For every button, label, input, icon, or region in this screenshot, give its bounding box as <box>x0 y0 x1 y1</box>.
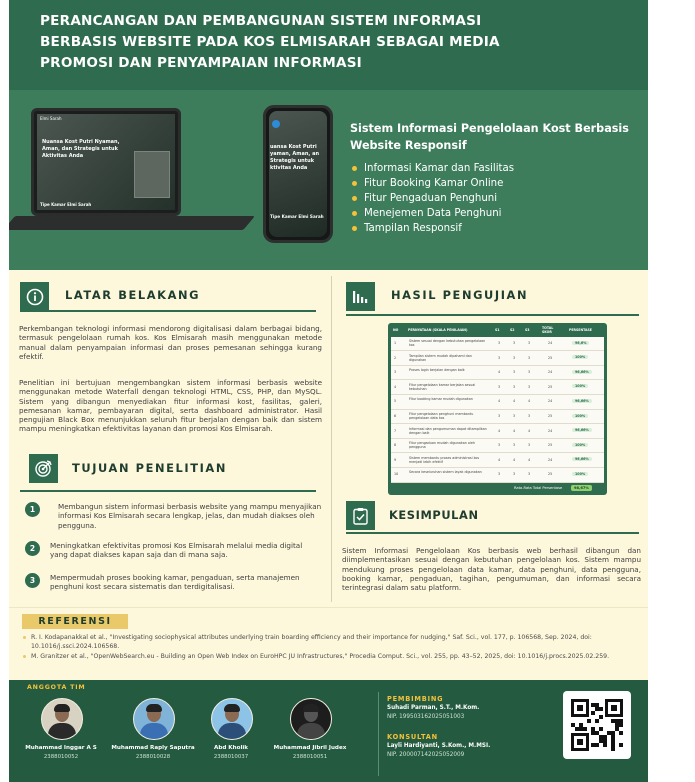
row-statement: Proses login berjalan dengan baik <box>409 368 465 373</box>
row-percentage: 100% <box>572 355 588 359</box>
goal-text: Membangun sistem informasi berbasis website yang mampu menyajikan informasi Kos Elmisarah secara lengkap, jelas, dan mudah diakses oleh pengguna. <box>58 502 322 530</box>
member-id: 2388010052 <box>43 754 79 760</box>
row-total: 25 <box>548 472 553 477</box>
table-row <box>391 381 604 395</box>
row-number: 1 <box>394 341 397 345</box>
row-statement: Sistem membantu proses administrasi kos menjadi lebih efektif <box>409 455 480 464</box>
row-score-s3: 3 <box>528 341 531 345</box>
row-statement: Fitur pengelolaan kamar berjalan sesuai kebutuhan <box>409 382 476 391</box>
row-statement: Secara keseluruhan sistem layak digunakan <box>409 470 482 475</box>
member-name: Abd Kholik <box>214 745 248 751</box>
col-header: S1 <box>495 328 500 332</box>
goal-item <box>25 502 325 532</box>
header <box>9 0 648 90</box>
row-score-s2: 4 <box>513 428 516 433</box>
feature-item: Fitur Booking Kamar Online <box>350 176 514 191</box>
row-score-s2: 3 <box>513 341 516 345</box>
row-score-s3: 4 <box>528 428 531 433</box>
row-score-s2: 4 <box>513 457 516 462</box>
row-number: 3 <box>394 370 397 375</box>
table-footer <box>388 483 607 495</box>
row-score-s1: 3 <box>498 341 501 345</box>
laptop-logo: Elmi Sarah <box>40 116 62 121</box>
pembimbing-label: PEMBIMBING <box>387 695 444 703</box>
average-label: Rata-Rata Total Persentase <box>514 486 563 490</box>
table-row <box>391 366 604 380</box>
member-name: Muhammad Raply Saputra <box>111 745 195 751</box>
table-row <box>391 337 604 351</box>
avatar <box>290 698 332 740</box>
row-number: 8 <box>394 443 397 448</box>
goal-item <box>25 541 325 563</box>
row-score-s1: 4 <box>498 370 501 375</box>
row-percentage: 96,66% <box>572 370 592 374</box>
table-header <box>388 323 607 337</box>
row-total: 24 <box>548 370 553 375</box>
reference-item: R. I. Kodapanakkal et al., "Investigating sociophysical attributes underlying train boarding efficiency and their importance for nudging," Saf. Sci., vol. 177, p. 106568, Sep. 2024, doi: 10.1016/j.ssci.2024.106568. <box>23 633 631 651</box>
row-percentage: 100% <box>572 384 588 388</box>
member-name: Muhammad Inggar A S <box>25 745 97 751</box>
row-total: 24 <box>548 399 553 404</box>
row-total: 24 <box>548 428 553 433</box>
row-score-s3: 3 <box>528 472 531 477</box>
avatar <box>211 698 253 740</box>
footer <box>9 680 648 782</box>
row-score-s2: 3 <box>513 414 516 418</box>
row-percentage: 96,66% <box>572 428 592 432</box>
konsultan-nip: NIP. 200007142025052009 <box>387 752 465 758</box>
row-statement: Fitur pengelolaan penghuni membantu pengelolaan data kos <box>409 412 474 420</box>
laptop-base <box>9 216 255 230</box>
goal-item <box>25 573 325 595</box>
row-statement: Tampilan sistem mudah dipahami dan digunakan <box>409 353 472 362</box>
column-divider <box>331 276 332 602</box>
row-number: 10 <box>394 472 399 477</box>
pembimbing-nip: NIP. 199503162025051003 <box>387 714 465 720</box>
col-header: PERNYATAAN (SKALA PENILAIAN) <box>408 328 468 332</box>
goal-number: 3 <box>25 573 40 588</box>
col-header: NO <box>393 328 399 332</box>
row-total: 25 <box>548 414 553 418</box>
row-score-s3: 4 <box>528 399 531 404</box>
row-total: 25 <box>548 355 553 360</box>
phone-headline: uansa Kost Putri yaman, Aman, an Strategis untuk ktivitas Anda <box>270 144 320 171</box>
feature-item: Fitur Pengaduan Penghuni <box>350 191 514 206</box>
goal-number: 2 <box>25 541 40 556</box>
table-row <box>391 439 604 453</box>
kesimpulan-text: Sistem Informasi Pengelolaan Kos berbasis web berhasil dibangun dan diimplementasikan sesuai dengan kebutuhan pengelolaan kos. Sistem mampu mendukung proses pengelolaan data kamar, data penghuni, data pengguna, booking kamar, pengaduan, tagihan, pengumuman, dan informasi secara terintegrasi dalam satu platform. <box>342 546 641 593</box>
row-score-s1: 3 <box>498 472 501 477</box>
goal-number: 1 <box>25 502 40 517</box>
row-statement: Informasi dan pengumuman dapat ditampilkan dengan baik <box>409 426 487 435</box>
row-score-s2: 3 <box>513 472 516 477</box>
laptop-mockup <box>31 108 181 216</box>
row-score-s3: 3 <box>528 443 531 448</box>
phone-caption: Tipe Kamar Elmi Sarah <box>270 214 324 219</box>
info-icon <box>20 282 49 311</box>
laptop-caption: Tipe Kamar Elmi Sarah <box>40 202 92 207</box>
table-row <box>391 425 604 439</box>
row-score-s3: 3 <box>528 355 531 360</box>
hasil-title: HASIL PENGUJIAN <box>391 288 529 302</box>
goal-text: Meningkatkan efektivitas promosi Kos Elmisarah melalui media digital yang dapat diakses kapan saja dan di mana saja. <box>50 541 303 560</box>
row-score-s1: 3 <box>498 414 501 418</box>
row-number: 7 <box>394 428 397 433</box>
row-statement: Sistem sesuai dengan kebutuhan pengelolaan kos <box>409 339 486 347</box>
col-header: TOTAL SKOR <box>542 326 554 334</box>
row-number: 4 <box>394 384 397 389</box>
hero-subtitle: Sistem Informasi Pengelolaan Kost Berbasis Website Responsif <box>350 122 629 152</box>
row-score-s3: 3 <box>528 384 531 389</box>
kesimpulan-rule <box>346 532 639 534</box>
row-score-s1: 4 <box>498 428 501 433</box>
avatar <box>133 698 175 740</box>
kesimpulan-title: KESIMPULAN <box>389 508 479 522</box>
referensi-title: REFERENSI <box>22 614 128 629</box>
average-value: 98,67% <box>571 485 592 491</box>
row-score-s2: 3 <box>513 443 516 448</box>
row-score-s1: 4 <box>498 457 501 462</box>
row-score-s1: 3 <box>498 443 501 448</box>
row-number: 5 <box>394 399 397 404</box>
col-header: S3 <box>525 328 530 332</box>
row-number: 2 <box>394 355 397 360</box>
pembimbing-name: Suhadi Parman, S.T., M.Kom. <box>387 705 480 711</box>
row-percentage: 96,6% <box>572 341 589 345</box>
member-id: 2388010028 <box>135 754 171 760</box>
row-score-s2: 3 <box>513 370 516 375</box>
latar-title: LATAR BELAKANG <box>65 288 201 302</box>
row-score-s3: 3 <box>528 370 531 375</box>
table-row <box>391 410 604 424</box>
row-percentage: 100% <box>572 443 588 447</box>
row-score-s3: 4 <box>528 457 531 462</box>
row-score-s1: 4 <box>498 399 501 404</box>
feature-item: Menejemen Data Penghuni <box>350 206 514 221</box>
row-total: 24 <box>548 457 553 462</box>
table-body <box>391 337 604 483</box>
row-score-s1: 3 <box>498 384 501 389</box>
latar-paragraph-2: Penelitian ini bertujuan mengembangkan sistem informasi berbasis website menggunakan metode Waterfall dengan teknologi HTML, CSS, PHP, dan MySQL. Sistem yang dibangun menyediakan fitur informasi kost, fasilitas, galeri, pemesanan kamar, pembayaran digital, serta dashboard administrator. Hasil pengujian Black Box menunjukkan seluruh fitur berjalan dengan baik dan sistem mampu meningkatkan efektivitas layanan dan promosi Kos Elmisarah. <box>19 378 322 434</box>
konsultan-label: KONSULTAN <box>387 733 438 741</box>
col-header: PERSENTASE <box>569 328 592 332</box>
member-name: Muhammad Jibril Judex <box>273 745 347 751</box>
row-number: 9 <box>394 457 397 462</box>
building-image <box>134 151 170 198</box>
member-id: 2388010051 <box>292 754 328 760</box>
reference-item: M. Granitzer et al., "OpenWebSearch.eu - Building an Open Web Index on EuroHPC JU Infrastructures," Procedia Comput. Sci., vol. 255, pp. 43–52, 2025, doi: 10.1016/j.procs.2025.02.259. <box>23 652 631 661</box>
bar-chart-icon <box>346 282 375 311</box>
phone-logo-icon <box>272 120 280 128</box>
row-percentage: 96,66% <box>572 399 592 403</box>
laptop-headline: Nuansa Kost Putri Nyaman, Aman, dan Strategis untuk Aktivitas Anda <box>42 139 120 159</box>
row-score-s3: 3 <box>528 414 531 418</box>
member-id: 2388010037 <box>213 754 249 760</box>
row-total: 25 <box>548 384 553 389</box>
konsultan-name: Layli Hardiyanti, S.Kom., M.MSI. <box>387 743 491 749</box>
row-statement: Fitur booking kamar mudah digunakan <box>409 397 473 402</box>
row-percentage: 96,66% <box>572 457 592 461</box>
avatar <box>41 698 83 740</box>
target-icon <box>29 454 58 483</box>
table-row <box>391 395 604 409</box>
feature-item: Informasi Kamar dan Fasilitas <box>350 161 514 176</box>
col-header: S2 <box>510 328 515 332</box>
footer-divider <box>378 692 379 776</box>
row-score-s2: 3 <box>513 355 516 360</box>
row-score-s1: 3 <box>498 355 501 360</box>
row-score-s2: 3 <box>513 384 516 389</box>
feature-list <box>350 161 514 236</box>
row-total: 25 <box>548 443 553 448</box>
clipboard-check-icon <box>346 501 375 530</box>
latar-paragraph-1: Perkembangan teknologi informasi mendorong digitalisasi dalam berbagai bidang, termasuk pengelolaan rumah kos. Kos Elmisarah masih menggunakan metode manual dalam penyampaian informasi dan proses pemesanan sehingga kurang efektif. <box>19 324 322 361</box>
phone-mockup <box>263 105 333 243</box>
tujuan-title: TUJUAN PENELITIAN <box>72 461 227 475</box>
poster <box>9 0 648 782</box>
table-row <box>391 468 604 482</box>
test-results-table <box>388 323 607 495</box>
table-row <box>391 352 604 366</box>
row-number: 6 <box>394 414 397 418</box>
table-row <box>391 454 604 468</box>
row-score-s2: 4 <box>513 399 516 404</box>
poster-title: PERANCANGAN DAN PEMBANGUNAN SISTEM INFORMASI BERBASIS WEBSITE PADA KOS ELMISARAH SEBAGAI MEDIA PROMOSI DAN PENYAMPAIAN INFORMASI <box>40 13 500 71</box>
row-statement: Fitur pengaduan mudah digunakan oleh pengguna <box>409 441 475 450</box>
row-percentage: 100% <box>572 414 588 418</box>
team-label: ANGGOTA TIM <box>27 684 86 691</box>
hasil-rule <box>346 314 639 316</box>
feature-item: Tampilan Responsif <box>350 221 514 236</box>
tujuan-rule <box>20 490 316 492</box>
row-total: 24 <box>548 341 553 345</box>
qr-code[interactable] <box>563 691 631 759</box>
latar-rule <box>20 310 316 312</box>
goal-text: Mempermudah proses booking kamar, pengaduan, serta manajemen penghuni kost secara sistematis dan terdigitalisasi. <box>50 573 300 592</box>
hero-section <box>9 90 648 270</box>
row-percentage: 100% <box>572 472 588 476</box>
